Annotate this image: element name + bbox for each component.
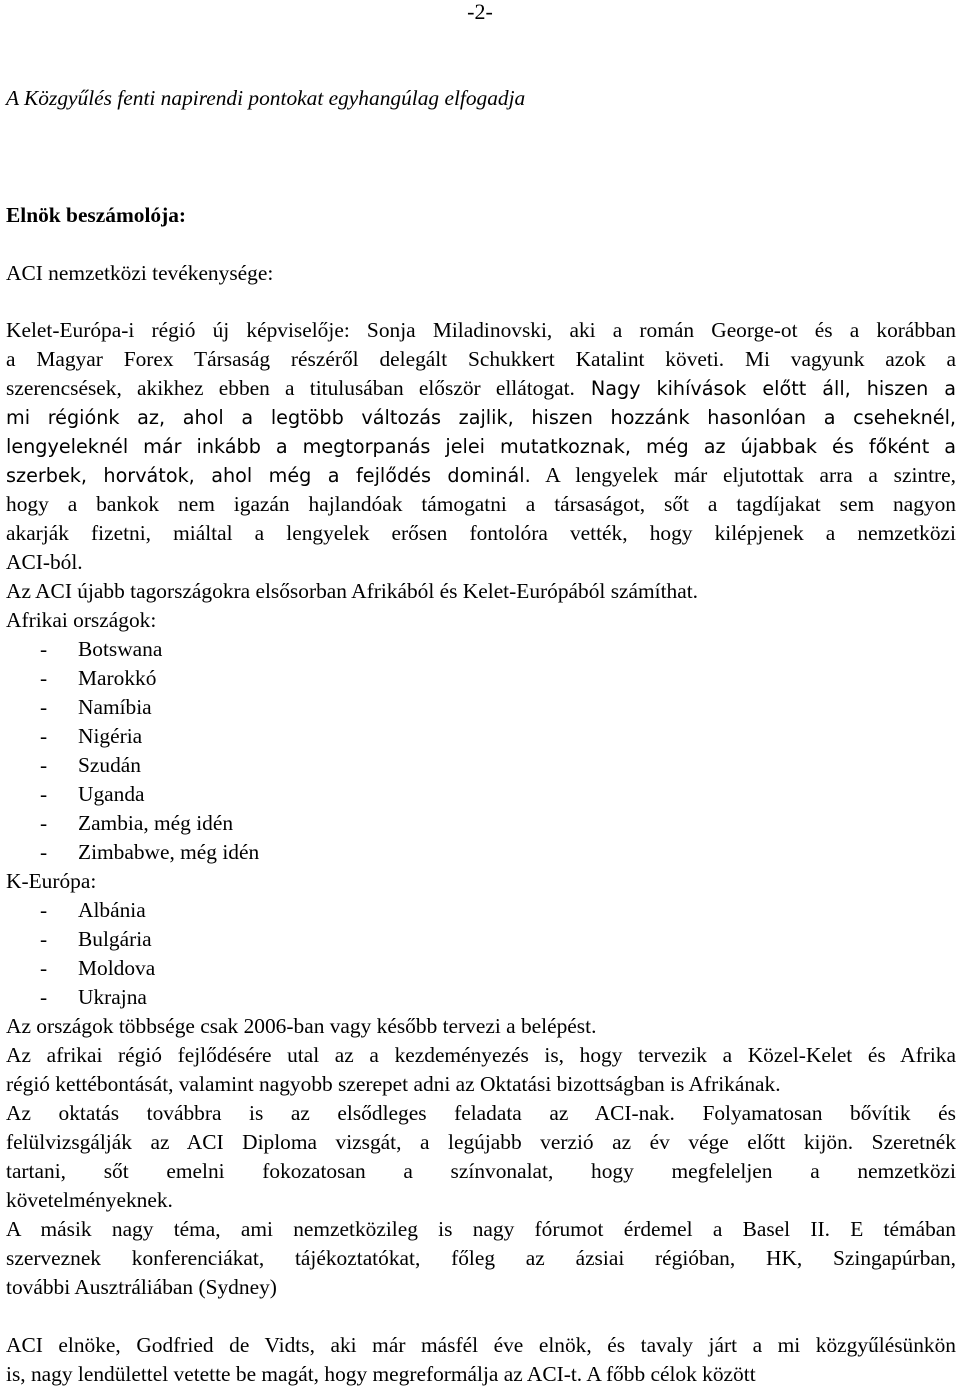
list-dash: - — [40, 840, 48, 864]
list-dash: - — [40, 695, 48, 719]
p1-line-8: akarják fizetni, miáltal a lengyelek erősen fontolóra vették, hogy kilépjenek a nemzetközi — [6, 521, 956, 545]
east-europe-label: K-Európa: — [6, 869, 97, 893]
list-dash: - — [40, 666, 48, 690]
africa-item-text: Zambia, még idén — [78, 811, 234, 835]
basel-line-3: további Ausztráliában (Sydney) — [6, 1275, 277, 1299]
africa-item-text: Zimbabwe, még idén — [78, 840, 260, 864]
section-heading: Elnök beszámolója: — [6, 203, 187, 227]
president-line-2: is, nagy lendülettel vetette be magát, hogy megreformálja az ACI-t. A főbb célok között — [6, 1362, 756, 1386]
list-dash: - — [40, 753, 48, 777]
basel-line-1: A másik nagy téma, ami nemzetközileg is nagy fórumot érdemel a Basel II. E témában — [6, 1217, 956, 1241]
p1-line-6 — [6, 461, 956, 490]
education-line-2: felülvizsgálják az ACI Diploma vizsgát, a legújabb verzió az év vége előtt kijön. Szeretnék — [6, 1130, 956, 1154]
p1-line-4: mi régiónk az, ahol a legtöbb változás zajlik, hiszen hozzánk hasonlóan a cseheknél, — [6, 406, 956, 429]
p1-line-2: a Magyar Forex Társaság részéről delegált Schukkert Katalint követi. Mi vagyunk azok a — [6, 347, 956, 371]
africa-item-text: Nigéria — [78, 724, 143, 748]
p1-line-9: ACI-ból. — [6, 550, 83, 574]
east-europe-item — [40, 983, 147, 1012]
africa-item — [40, 664, 156, 693]
president-line-1: ACI elnöke, Godfried de Vidts, aki már másfél éve elnök, és tavaly járt a mi közgyűlésünkön — [6, 1333, 956, 1357]
africa-item-text: Botswana — [78, 637, 163, 661]
countries-join-line: Az országok többsége csak 2006-ban vagy később tervezi a belépést. — [6, 1014, 597, 1038]
list-dash: - — [40, 724, 48, 748]
resolution-line: A Közgyűlés fenti napirendi pontokat egyhangúlag elfogadja — [6, 86, 526, 110]
east-europe-item-text: Albánia — [78, 898, 146, 922]
list-dash: - — [40, 956, 48, 980]
africa-item — [40, 780, 145, 809]
education-line-3: tartani, sőt emelni fokozatosan a színvonalat, hogy megfeleljen a nemzetközi — [6, 1159, 956, 1183]
africa-item — [40, 693, 152, 722]
africa-label: Afrikai országok: — [6, 608, 157, 632]
africa-region-line-2: régió kettébontását, valamint nagyobb szerepet adni az Oktatási bizottságban is Afrikának. — [6, 1072, 781, 1096]
africa-item — [40, 635, 162, 664]
east-europe-item — [40, 896, 146, 925]
africa-item — [40, 838, 259, 867]
list-dash: - — [40, 637, 48, 661]
p1-line-6-part-b: A lengyelek már eljutottak arra a szintre, — [530, 463, 956, 487]
p1-line-7: hogy a bankok nem igazán hajlandóak támogatni a társaságot, sőt a tagdíjakat sem nagyon — [6, 492, 956, 516]
africa-item — [40, 751, 141, 780]
africa-item-text: Szudán — [78, 753, 141, 777]
p1-line-5: lengyeleknél már inkább a megtorpanás jelei mutatkoznak, még az újabbak és főként a — [6, 435, 956, 458]
east-europe-item-text: Ukrajna — [78, 985, 147, 1009]
list-dash: - — [40, 782, 48, 806]
africa-item-text: Namíbia — [78, 695, 152, 719]
page-number: -2- — [467, 0, 493, 24]
africa-region-line-1: Az afrikai régió fejlődésére utal az a kezdeményezés is, hogy tervezik a Közel-Kelet és Afrika — [6, 1043, 956, 1067]
p1-line-3 — [6, 374, 956, 403]
subheading: ACI nemzetközi tevékenysége: — [6, 261, 274, 285]
p1-line-3-part-b: Nagy kihívások előtt áll, hiszen a — [574, 377, 956, 400]
africa-item-text: Uganda — [78, 782, 145, 806]
new-members-line: Az ACI újabb tagországokra elsősorban Afrikából és Kelet-Európából számíthat. — [6, 579, 699, 603]
east-europe-item-text: Moldova — [78, 956, 156, 980]
p1-line-3-part-a: szerencsések, akikhez ebben a titulusában először ellátogat. — [6, 376, 575, 400]
africa-item — [40, 722, 142, 751]
p1-line-1: Kelet-Európa-i régió új képviselője: Sonja Miladinovski, aki a román George-ot és a korábban — [6, 318, 956, 342]
east-europe-item-text: Bulgária — [78, 927, 152, 951]
africa-item — [40, 809, 233, 838]
east-europe-item — [40, 954, 155, 983]
p1-line-6-part-a: szerbek, horvátok, ahol még a fejlődés dominál. — [6, 464, 531, 487]
list-dash: - — [40, 898, 48, 922]
east-europe-item — [40, 925, 152, 954]
education-line-1: Az oktatás továbbra is az elsődleges feladata az ACI-nak. Folyamatosan bővítik és — [6, 1101, 956, 1125]
africa-item-text: Marokkó — [78, 666, 157, 690]
list-dash: - — [40, 811, 48, 835]
education-line-4: követelményeknek. — [6, 1188, 173, 1212]
list-dash: - — [40, 927, 48, 951]
list-dash: - — [40, 985, 48, 1009]
basel-line-2: szerveznek konferenciákat, tájékoztatókat, főleg az ázsiai régióban, HK, Szingapúrban, — [6, 1246, 956, 1270]
